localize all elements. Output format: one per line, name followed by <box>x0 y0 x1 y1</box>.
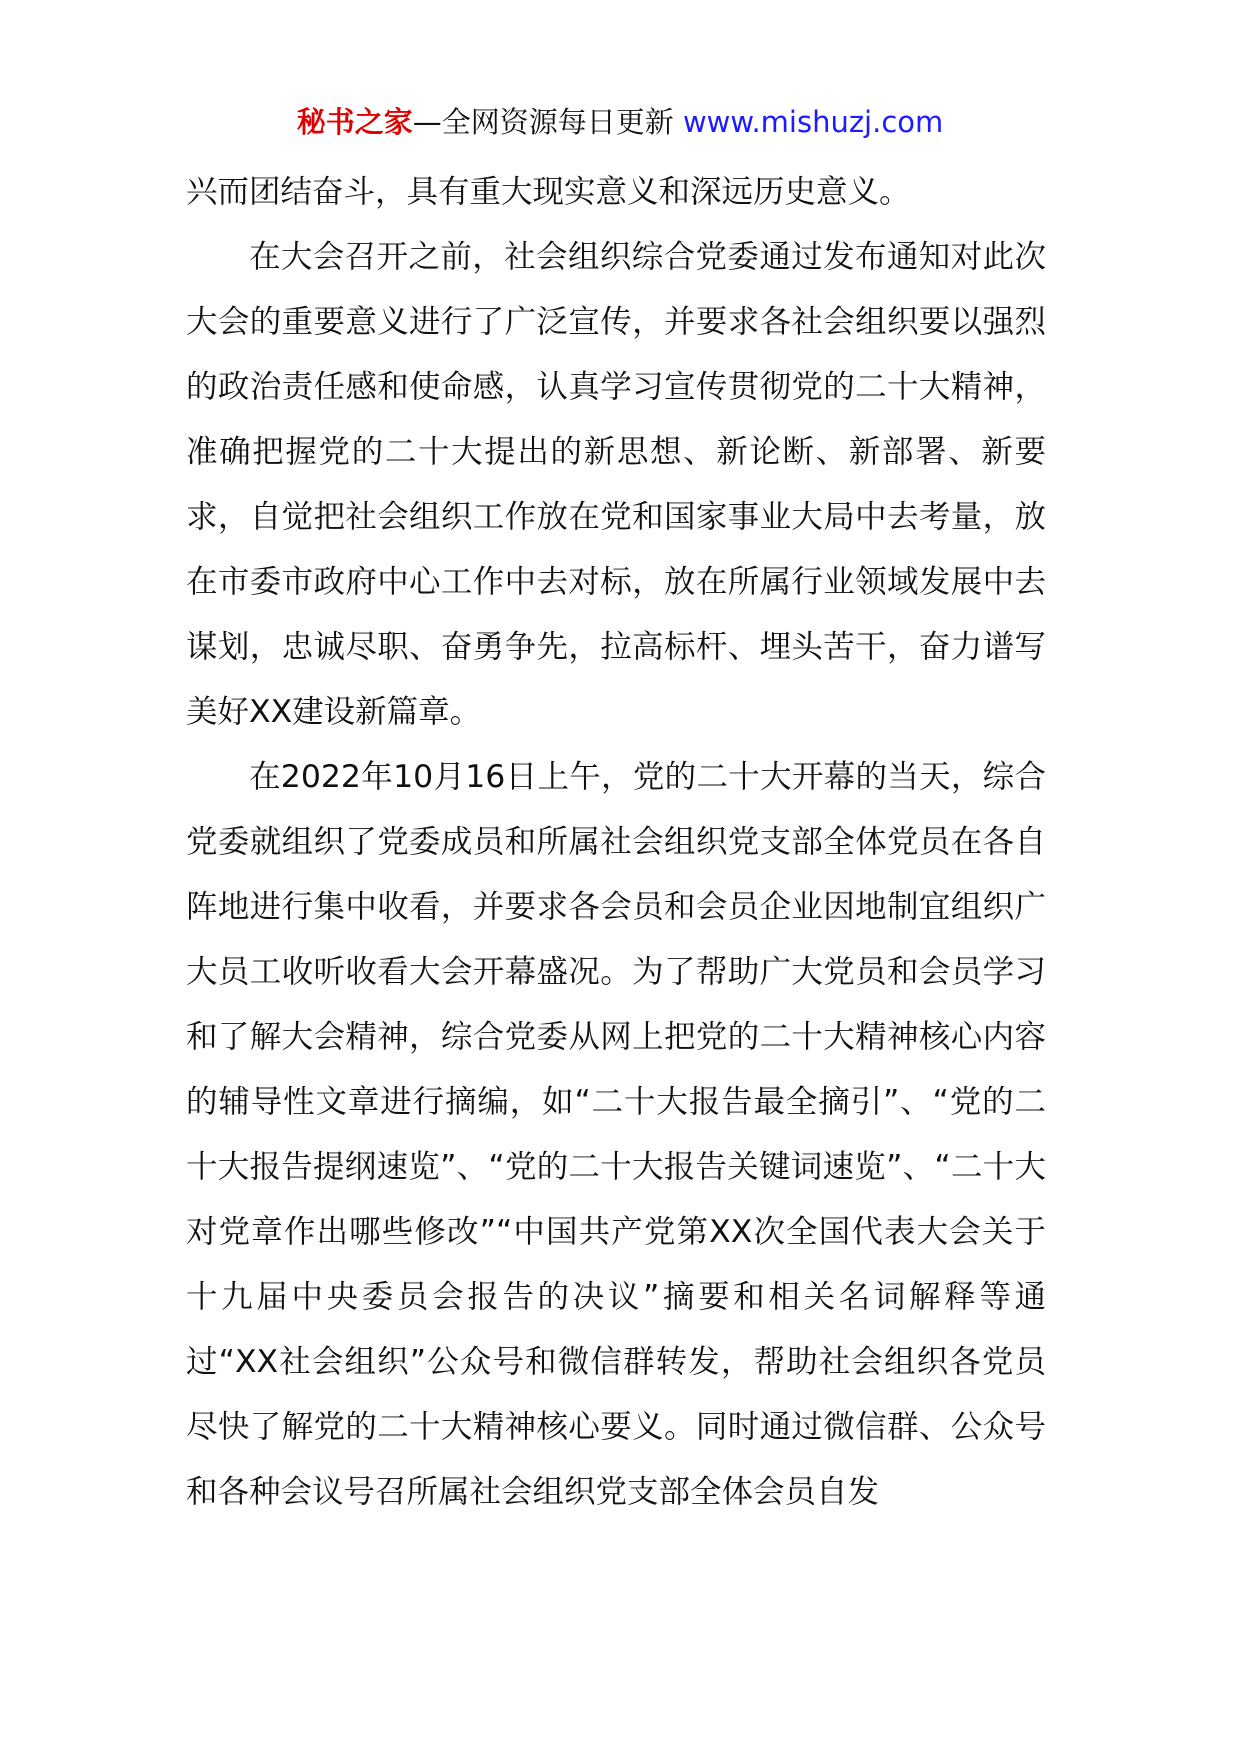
paragraph-continuation: 兴而团结奋斗，具有重大现实意义和深远历史意义。 <box>186 174 911 210</box>
document-body <box>186 160 1046 1525</box>
brand-name: 秘书之家 <box>296 105 413 139</box>
paragraph-propaganda: 在大会召开之前，社会组织综合党委通过发布通知对此次大会的重要意义进行了广泛宣传，并要求各社会组织要以强烈的政治责任感和使命感，认真学习宣传贯彻党的二十大精神，准确把握党的二十大提出的新思想、新论断、新部署、新要求，自觉把社会组织工作放在党和国家事业大局中去考量，放在市委市政府中心工作中去对标，放在所属行业领域发展中去谋划，忠诚尽职、奋勇争先，拉高标杆、埋头苦干，奋力谱写美好XX建设新篇章。 <box>186 239 1046 730</box>
page-header <box>0 102 1240 142</box>
header-slogan: —全网资源每日更新 <box>412 105 674 139</box>
paragraph-viewing: 在2022年10月16日上午，党的二十大开幕的当天，综合党委就组织了党委成员和所属社会组织党支部全体党员在各自阵地进行集中收看，并要求各会员和会员企业因地制宜组织广大员工收听收看大会开幕盛况。为了帮助广大党员和会员学习和了解大会精神，综合党委从网上把党的二十大精神核心内容的辅导性文章进行摘编，如“二十大报告最全摘引”、“党的二十大报告提纲速览”、“党的二十大报告关键词速览”、“二十大对党章作出哪些修改”“中国共产党第XX次全国代表大会关于十九届中央委员会报告的决议”摘要和相关名词解释等通过“XX社会组织”公众号和微信群转发，帮助社会组织各党员尽快了解党的二十大精神核心要义。同时通过微信群、公众号和各种会议号召所属社会组织党支部全体会员自发 <box>186 759 1046 1510</box>
website-link[interactable]: www.mishuzj.com <box>682 105 944 139</box>
